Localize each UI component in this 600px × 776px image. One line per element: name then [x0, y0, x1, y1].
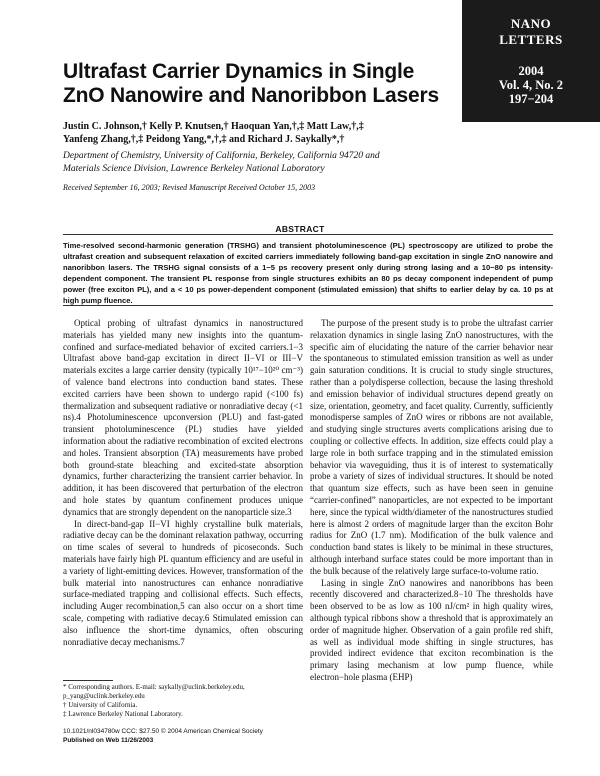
- affiliation-line2: Materials Science Division, Lawrence Berkeley National Laboratory: [63, 163, 325, 174]
- body-paragraph: Lasing in single ZnO nanowires and nanoribbons has been recently discovered and characterized.8−10 The thresholds have been observed to be as low as 100 nJ/cm² in high quality wires, although typical ribbons show a threshold that is approximately an order of magnitude higher. Observation of a gain profile red shift, as well as individual mode shifting in single structures, has provided indirect evidence that exciton recombination is the primary lasing mechanism at low pump fluence, while electron−hole plasma (EHP): [310, 577, 553, 682]
- footnote-corresponding: * Corresponding authors. E-mail: saykally@uclink.berkeley.edu, p_yang@uclink.berkeley.edu: [63, 683, 245, 700]
- author-list: [63, 120, 523, 146]
- authors-line1: Justin C. Johnson,† Kelly P. Knutsen,† Haoquan Yan,†,‡ Matt Law,†,‡: [63, 121, 364, 132]
- body-paragraph: The purpose of the present study is to probe the ultrafast carrier relaxation dynamics in single lasing ZnO nanostructures, with the specific aim of elucidating the nature of the carrier behavior near the spontaneous to stimulated emission transition as well as under gain saturation conditions. It is crucial to study single structures, rather than a polydisperse collection, because the lasing threshold and emission behavior of individual structures depend greatly on size, orientation, geometry, and facet quality. Currently, sufficiently monodisperse samples of ZnO wires or ribbons are not available, and studying single structures averts complications arising due to coupling or collective effects. In addition, size effects could play a large role in both surface trapping and in the stimulated emission behavior via waveguiding, thus it is of interest to systematically probe a variety of sizes of individual structures. It should be noted that quantum size effects, such as have been seen in genuine “carrier-confined” nanoparticles, are not expected to be important here, since the typical width/diameter of the nanostructures studied here is almost 2 orders of magnitude larger than the exciton Bohr radius for ZnO (1.7 nm). Modification of the bulk valence and conduction band states is likely to be minimal in these structures, although interband surface states could be more important than in the bulk because of the relatively large surface-to-volume ratio.: [310, 318, 554, 576]
- body-paragraph: In direct-band-gap II−VI highly crystalline bulk materials, radiative decay can be the dominant relaxation pathway, occurring on time scales of several to hundreds of picoseconds. Such materials have fairly high PL quantum efficiency and are useful in a variety of light-emitting devices. However, transformation of the bulk material into nanostructures can enhance nonradiative surface-mediated trapping and collisional effects. Such effects, including Auger recombination,5 can also occur on a short time scale, competing with radiative decay.6 Stimulated emission can also influence the short-time dynamics, often obscuring nonradiative decay mechanisms.7: [63, 518, 303, 647]
- article-title: Ultrafast Carrier Dynamics in Single ZnO Nanowire and Nanoribbon Lasers: [63, 60, 439, 107]
- body-column-right: [310, 318, 553, 684]
- doi-line: 10.1021/nl034780w CCC: $27.50 © 2004 American Chemical Society: [63, 728, 263, 735]
- journal-name-line2: LETTERS: [499, 32, 563, 47]
- journal-badge: [462, 0, 600, 122]
- affiliation-line1: Department of Chemistry, University of California, Berkeley, California 94720 and: [63, 151, 380, 161]
- received-dates: Received September 16, 2003; Revised Manuscript Received October 15, 2003: [63, 183, 316, 192]
- published-line: Published on Web 11/26/2003: [63, 737, 154, 744]
- journal-volume: Vol. 4, No. 2: [498, 78, 564, 92]
- journal-year: 2004: [518, 64, 544, 78]
- journal-meta: [462, 64, 600, 106]
- abstract-text: Time-resolved second-harmonic generation (TRSHG) and transient photoluminescence (PL) spectroscopy are utilized to probe the ultrafast creation and subsequent relaxation of excited carriers immediately following band-gap excitation in single ZnO nanowire and nanoribbon lasers. The TRSHG signal consists of a 1−5 ps recovery present only during strong lasing and a 10−80 ps intensity-dependent component. The transient PL response from single structures exhibits an 80 ps decay component independent of pump power (free exciton PL), and a < 10 ps power-dependent component (stimulated emission) that shifts to earlier delay by ca. 10 ps at high pump fluence.: [63, 241, 553, 305]
- journal-pages: 197−204: [508, 92, 554, 106]
- footnotes: [63, 683, 303, 719]
- body-column-left: [63, 318, 303, 648]
- body-paragraph: Optical probing of ultrafast dynamics in nanostructured materials has yielded many new insights into the quantum-confined and surface-mediated behavior of excited carriers.1−3 Ultrafast above band-gap excitation in direct II−VI or III−V materials excites a large carrier density (typically 10¹⁷−10²⁰ cm⁻³) of valence band electrons into conduction band states. These excited carriers have been shown to undergo rapid (<100 fs) thermalization and subsequent radiative or nonradiative decay (<1 ns).4 Photoluminescence upconversion (PLU) and fast-gated transient photoluminescence (PL) studies have yielded information about the radiative recombination of excited electrons and holes. Transient absorption (TA) measurements have probed both ground-state bleaching and excited-state absorption dynamics, further characterizing the transient carrier behavior. In addition, it has been discovered that perturbation of the electron and hole states by quantum confinement produces unique dynamics that are strongly dependent on the nanoparticle size.3: [63, 318, 303, 517]
- footnote-dagger: † University of California.: [63, 701, 138, 709]
- journal-name: [462, 16, 600, 48]
- affiliation: [63, 150, 533, 175]
- abstract-bottom-rule: [63, 305, 553, 306]
- abstract-heading: ABSTRACT: [275, 224, 325, 234]
- journal-name-line1: NANO: [510, 16, 552, 31]
- authors-line2: Yanfeng Zhang,†,‡ Peidong Yang,*,†,‡ and Richard J. Saykally*,†: [63, 134, 345, 145]
- footnote-double-dagger: ‡ Lawrence Berkeley National Laboratory.: [63, 710, 183, 718]
- footnote-rule: [63, 680, 113, 681]
- abstract-top-rule: [63, 234, 553, 235]
